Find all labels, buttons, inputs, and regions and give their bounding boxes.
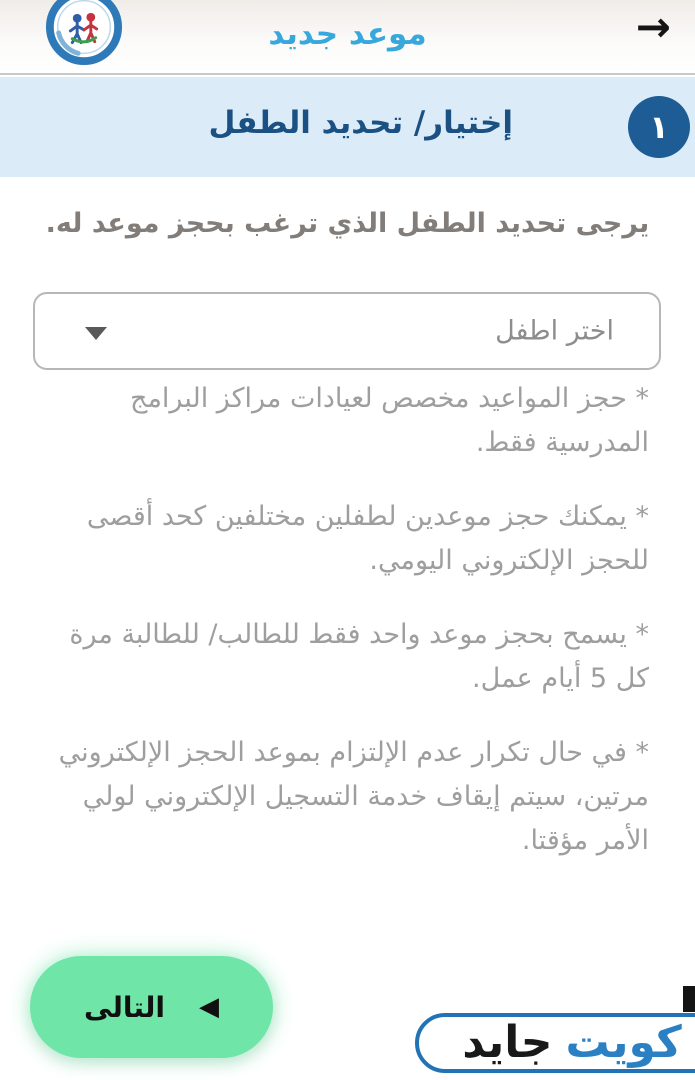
page-title: موعد جديد	[268, 16, 427, 52]
chevron-down-icon	[85, 327, 107, 340]
watermark-badge	[415, 1013, 695, 1073]
step-header	[0, 77, 695, 177]
note-one-per-five-days: * يسمح بحجز موعد واحد فقط للطالب/ للطالبة مرة كل 5 أيام عمل.	[69, 619, 649, 694]
child-select-dropdown[interactable]	[33, 292, 661, 370]
notes-list	[40, 377, 649, 863]
step-number-badge: ١	[628, 96, 690, 158]
play-left-icon: ◀	[198, 992, 219, 1022]
watermark-word-dark: جايد	[462, 1017, 553, 1068]
step-title: إختيار/ تحديد الطفل	[208, 105, 513, 141]
next-button-label: التالى	[84, 990, 165, 1024]
watermark-word-blue: كويت	[565, 1017, 682, 1068]
instruction-text: يرجى تحديد الطفل الذي ترغب بحجز موعد له.	[45, 208, 650, 239]
note-booking-clinics-only: * حجز المواعيد مخصص لعيادات مراكز البرامج المدرسية فقط.	[130, 383, 649, 458]
back-arrow-icon[interactable]: →	[635, 2, 671, 51]
note-two-appointments-max: * يمكنك حجز موعدين لطفلين مختلفين كحد أقصى للحجز الإلكتروني اليومي.	[86, 501, 649, 576]
app-header	[0, 0, 695, 75]
next-button[interactable]	[30, 956, 273, 1058]
watermark-fragment	[683, 986, 695, 1012]
dropdown-placeholder: اختر اطفل	[495, 315, 614, 347]
note-no-show-suspension: * في حال تكرار عدم الإلتزام بموعد الحجز الإلكتروني مرتين، سيتم إيقاف خدمة التسجيل الإلكتروني لولي الأمر مؤقتا.	[58, 737, 649, 856]
